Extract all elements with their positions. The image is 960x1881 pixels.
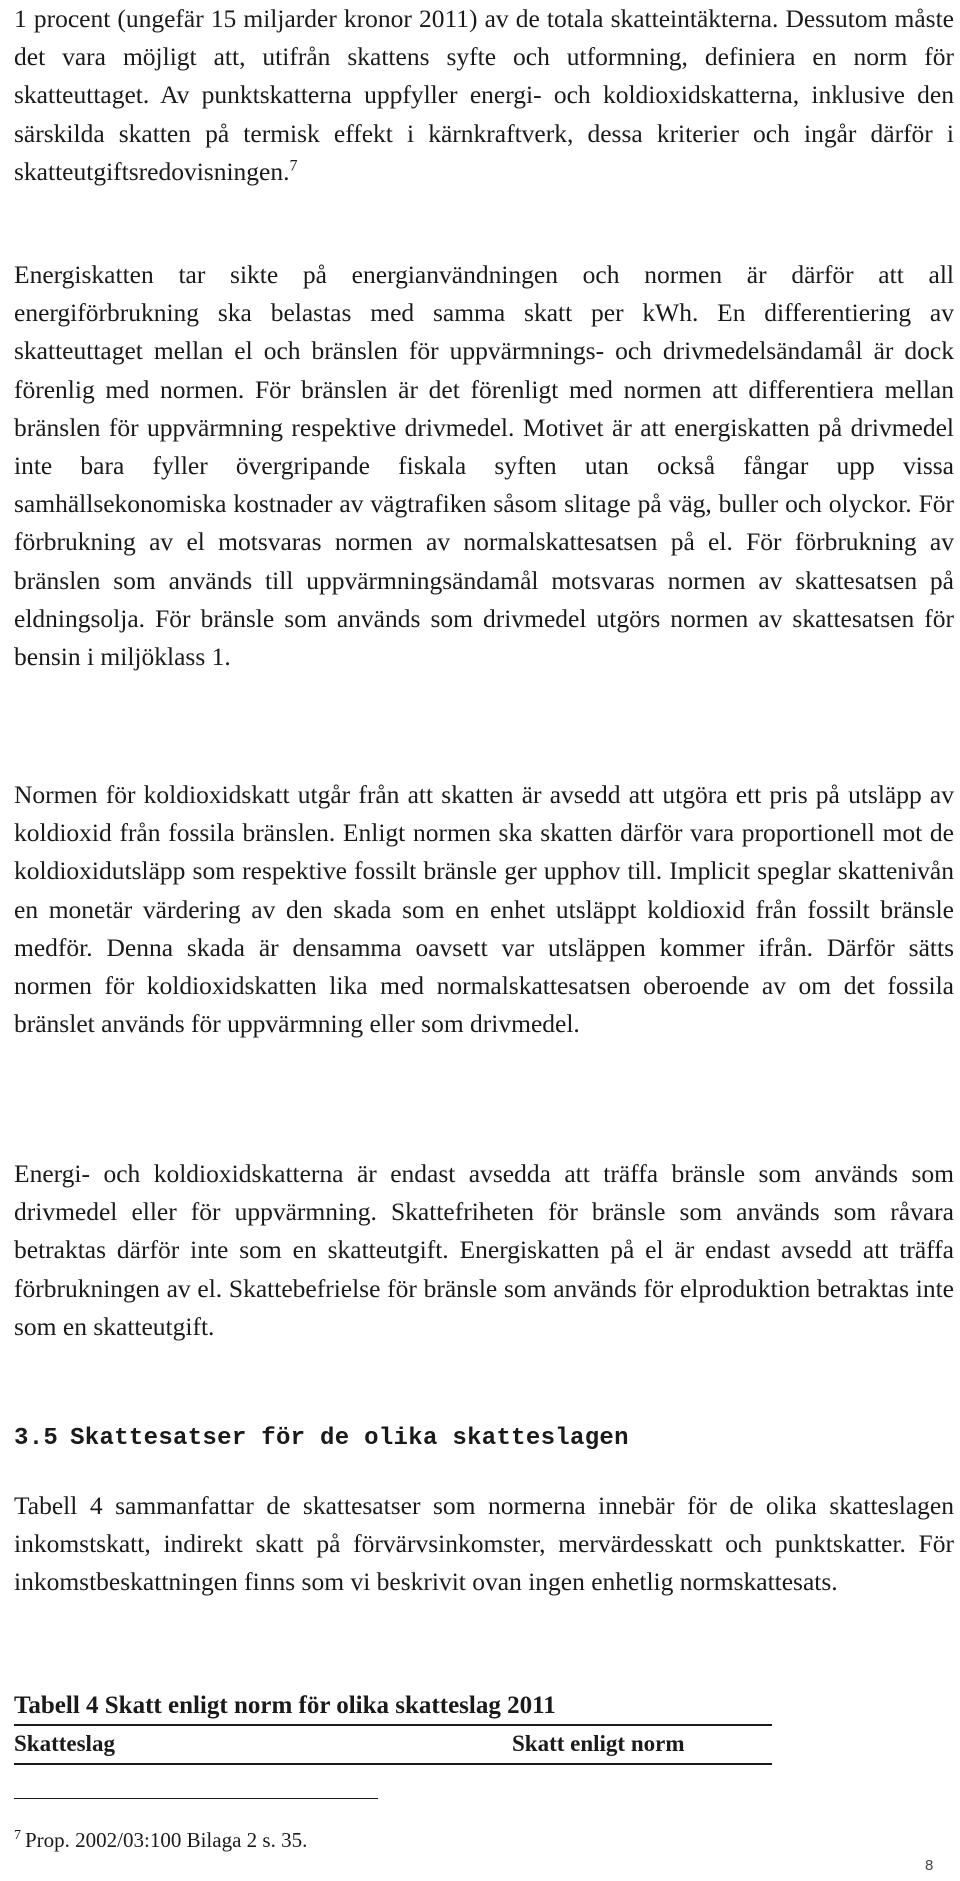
- footnote-mark: 7: [14, 1828, 21, 1843]
- footnote: [14, 1826, 307, 1854]
- table-header-rule: [14, 1763, 772, 1765]
- page-number: 8: [925, 1857, 934, 1874]
- section-heading: [14, 1425, 629, 1452]
- paragraph: [14, 0, 954, 191]
- paragraph: Energiskatten tar sikte på energianvändningen och normen är därför att all energiförbrukning ska belastas med samma skatt per kWh. En differentiering av skatteuttaget mellan el och bränslen för uppvärmnings- och drivmedelsändamål är dock förenlig med normen. För bränslen är det förenligt med normen att differentiera mellan bränslen för uppvärmning respektive drivmedel. Motivet är att energiskatten på drivmedel inte bara fyller övergripande fiskala syften utan också fångar upp vissa samhällsekonomiska kostnader av vägtrafiken såsom slitage på väg, buller och olyckor. För förbrukning av el motsvaras normen av normalskattesatsen på el. För förbrukning av bränslen som används till uppvärmningsändamål motsvaras normen av skattesatsen på eldningsolja. För bränsle som används som drivmedel utgörs normen av skattesatsen för bensin i miljöklass 1.: [14, 260, 954, 672]
- section-number: 3.5: [14, 1425, 59, 1452]
- footnote-separator: [14, 1798, 378, 1799]
- table-top-rule: [14, 1724, 772, 1726]
- paragraph: Energi- och koldioxidskatterna är endast avsedda att träffa bränsle som används som drivmedel eller för uppvärmning. Skattefriheten för bränsle som används som råvara betraktas därför inte som en skatteutgift. Energiskatten på el är endast avsedd att träffa förbrukningen av el. Skattebefrielse för bränsle som används för elproduktion betraktas inte som en skatteutgift.: [14, 1159, 954, 1341]
- footnote-reference[interactable]: 7: [289, 157, 298, 175]
- paragraph: Tabell 4 sammanfattar de skattesatser som normerna innebär för de olika skatteslagen inkomstskatt, indirekt skatt på förvärvsinkomster, mervärdesskatt och punktskatter. För inkomstbeskattningen finns som vi beskrivit ovan ingen enhetlig normskattesats.: [14, 1491, 954, 1597]
- paragraph: Normen för koldioxidskatt utgår från att skatten är avsedd att utgöra ett pris på utsläpp av koldioxid från fossila bränslen. Enligt normen ska skatten därför vara proportionell mot de koldioxidutsläpp som respektive fossilt bränsle ger upphov till. Implicit speglar skattenivån en monetär värdering av den skada som en enhet utsläppt koldioxid från fossilt bränsle medför. Denna skada är densamma oavsett var utsläppen kommer ifrån. Därför sätts normen för koldioxidskatten lika med normalskattesatsen oberoende av om det fossila bränslet används för uppvärmning eller som drivmedel.: [14, 780, 954, 1039]
- paragraph-text: 1 procent (ungefär 15 miljarder kronor 2011) av de totala skatteintäkterna. Dessutom måste det vara möjligt att, utifrån skattens syfte och utformning, definiera en norm för skatteuttaget. Av punktskatterna uppfyller energi- och koldioxidskatterna, inklusive den särskilda skatten på termisk effekt i kärnkraftverk, dessa kriterier och ingår därför i skatteutgiftsredovisningen.: [14, 4, 954, 186]
- section-title: Skattesatser för de olika skatteslagen: [70, 1425, 629, 1452]
- footnote-text: Prop. 2002/03:100 Bilaga 2 s. 35.: [25, 1828, 308, 1852]
- table-column-header: Skatt enligt norm: [512, 1731, 685, 1756]
- table-caption: Tabell 4 Skatt enligt norm för olika skatteslag 2011: [14, 1692, 556, 1719]
- table-column-header: Skatteslag: [14, 1731, 115, 1756]
